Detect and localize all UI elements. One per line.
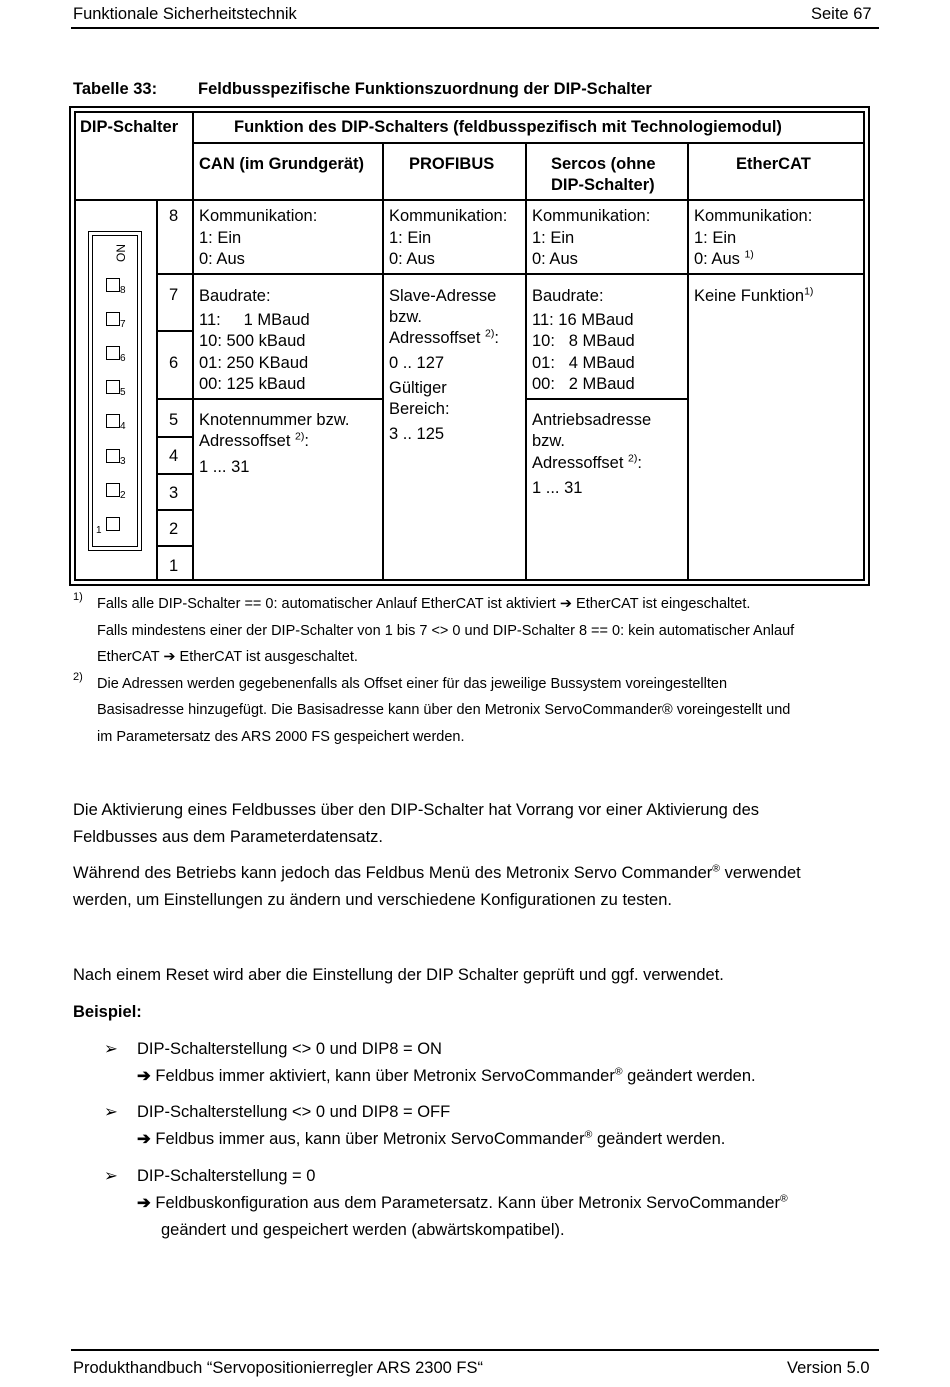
col-header-sercos: Sercos (ohne	[551, 155, 656, 173]
header-rule	[71, 27, 879, 29]
grid-line	[525, 398, 687, 400]
cell-text: 0: Aus	[199, 250, 245, 268]
list-item-sub	[137, 1190, 788, 1217]
switch-number-2: 2	[169, 520, 179, 538]
grid-line	[192, 112, 194, 202]
body-paragraph: Feldbusses aus dem Parameterdatensatz.	[73, 828, 383, 846]
list-item: DIP-Schalterstellung <> 0 und DIP8 = OFF	[137, 1103, 451, 1121]
list-item: DIP-Schalterstellung = 0	[137, 1167, 316, 1185]
list-item: DIP-Schalterstellung <> 0 und DIP8 = ON	[137, 1040, 442, 1058]
switch-number-6: 6	[169, 354, 179, 372]
col-header-sercos-line2: DIP-Schalter)	[551, 176, 655, 194]
switch-number-5: 5	[169, 411, 179, 429]
footer-title: Produkthandbuch “Servopositionierregler ARS 2300 FS“	[73, 1359, 483, 1377]
footnote-ref: 2)	[628, 452, 638, 465]
cell-text: Kommunikation:	[532, 207, 651, 225]
grid-line	[192, 199, 194, 580]
dip-switch-7	[106, 312, 120, 326]
grid-line	[156, 509, 192, 511]
grid-line	[156, 545, 192, 547]
footnote-text: EtherCAT ➔ EtherCAT ist ausgeschaltet.	[97, 649, 358, 665]
switch-number-4: 4	[169, 447, 179, 465]
arrow-icon: ➔	[137, 1194, 151, 1212]
cell-text: Adressoffset	[199, 432, 291, 450]
switch-number-7: 7	[169, 286, 179, 304]
cell-text: bzw.	[389, 308, 423, 326]
cell-text: Slave-Adresse	[389, 287, 497, 305]
cell-text: 00: 2 MBaud	[532, 375, 635, 393]
arrow-icon: ➔	[137, 1067, 151, 1085]
registered-mark: ®	[614, 1065, 623, 1078]
cell-text: Gültiger	[389, 379, 447, 397]
grid-line	[687, 142, 689, 580]
cell-text: 10: 500 kBaud	[199, 332, 306, 350]
dip-switch-5	[106, 380, 120, 394]
dip-num-label: 8	[120, 285, 126, 296]
cell-text: Kommunikation:	[694, 207, 813, 225]
footnote-text: Basisadresse hinzugefügt. Die Basisadresse kann über den Metronix ServoCommander® voreingestellt und	[97, 702, 791, 718]
footnote-ref: 1)	[744, 248, 754, 261]
grid-line	[382, 142, 384, 580]
cell-text: 10: 8 MBaud	[532, 332, 635, 350]
grid-line	[525, 142, 527, 580]
cell-text: Bereich:	[389, 400, 450, 418]
table-caption-text: Feldbusspezifische Funktionszuordnung der DIP-Schalter	[198, 80, 652, 98]
body-paragraph: werden, um Einstellungen zu ändern und verschiedene Konfigurationen zu testen.	[73, 891, 672, 909]
dip-num-label: 2	[120, 490, 126, 501]
cell-text	[532, 453, 642, 475]
cell-text	[694, 249, 754, 271]
cell-text: 01: 250 KBaud	[199, 354, 309, 372]
list-item-sub	[137, 1126, 725, 1153]
switch-number-1: 1	[169, 557, 179, 575]
cell-text: :	[304, 432, 309, 450]
col-header-can: CAN (im Grundgerät)	[199, 155, 364, 173]
dip-switch-8	[106, 278, 120, 292]
switch-number-8: 8	[169, 207, 179, 225]
arrow-icon: ➔	[137, 1130, 151, 1148]
grid-line	[156, 398, 382, 400]
bullet-icon: ➢	[104, 1103, 118, 1121]
dip-num-label: 7	[120, 319, 126, 330]
cell-text: 0 .. 127	[389, 354, 445, 372]
col-header-function: Funktion des DIP-Schalters (feldbusspezifisch mit Technologiemodul)	[234, 118, 782, 136]
switch-number-3: 3	[169, 484, 179, 502]
dip-num-label: 4	[120, 421, 126, 432]
cell-text: 11: 16 MBaud	[532, 311, 634, 329]
cell-text: 00: 125 kBaud	[199, 375, 306, 393]
cell-text: 1: Ein	[389, 229, 432, 247]
cell-text: 1 ... 31	[199, 458, 250, 476]
footnote-ref: 2)	[295, 430, 305, 443]
cell-text: 3 .. 125	[389, 425, 445, 443]
footer-version: Version 5.0	[787, 1359, 870, 1377]
page-header-title: Funktionale Sicherheitstechnik	[73, 5, 297, 23]
grid-line	[156, 473, 192, 475]
grid-line	[156, 436, 192, 438]
cell-text: 1 ... 31	[532, 479, 583, 497]
body-paragraph	[73, 860, 801, 887]
cell-text: Baudrate:	[532, 287, 604, 305]
dip-switch-4	[106, 414, 120, 428]
cell-text: Kommunikation:	[199, 207, 318, 225]
example-heading: Beispiel:	[73, 1003, 142, 1021]
body-text: Feldbuskonfiguration aus dem Parametersatz. Kann über Metronix ServoCommander	[155, 1194, 780, 1212]
dip-switch-1	[106, 517, 120, 531]
footnote-ref: 1)	[804, 285, 814, 298]
page-number: Seite 67	[811, 5, 872, 23]
cell-text: Adressoffset	[532, 454, 624, 472]
list-item-sub	[137, 1063, 756, 1090]
cell-text: 11: 1 MBaud	[199, 311, 310, 329]
dip-switch-2	[106, 483, 120, 497]
body-text: verwendet	[720, 864, 801, 882]
cell-text: :	[494, 329, 499, 347]
footnote-text: Die Adressen werden gegebenenfalls als Offset einer für das jeweilige Bussystem voreingestellten	[97, 676, 728, 692]
cell-text: Knotennummer bzw.	[199, 411, 350, 429]
footnote-marker: 2)	[73, 671, 83, 683]
col-header-ethercat: EtherCAT	[736, 155, 811, 173]
dip-num-label: 6	[120, 353, 126, 364]
dip-num-label: 5	[120, 387, 126, 398]
cell-text: Antriebsadresse	[532, 411, 652, 429]
cell-text: Kommunikation:	[389, 207, 508, 225]
col-header-dip: DIP-Schalter	[80, 118, 179, 136]
body-text: Feldbus immer aus, kann über Metronix ServoCommander	[155, 1130, 585, 1148]
cell-text: Baudrate:	[199, 287, 271, 305]
cell-text: :	[637, 454, 642, 472]
bullet-icon: ➢	[104, 1167, 118, 1185]
dip-switch-3	[106, 449, 120, 463]
cell-text	[199, 431, 309, 453]
cell-text: 1: Ein	[199, 229, 242, 247]
body-text: Feldbus immer aktiviert, kann über Metronix ServoCommander	[155, 1067, 615, 1085]
cell-text	[694, 286, 813, 308]
list-item-sub: geändert und gespeichert werden (abwärtskompatibel).	[161, 1221, 565, 1239]
cell-text: Adressoffset	[389, 329, 481, 347]
grid-line	[156, 199, 158, 580]
footnote-marker: 1)	[73, 591, 83, 603]
registered-mark: ®	[712, 862, 720, 875]
cell-text: Keine Funktion	[694, 287, 805, 305]
footnote-text: im Parametersatz des ARS 2000 FS gespeichert werden.	[97, 729, 465, 745]
registered-mark: ®	[779, 1192, 788, 1205]
cell-text: 0: Aus	[389, 250, 435, 268]
cell-text: 1: Ein	[532, 229, 575, 247]
body-paragraph: Nach einem Reset wird aber die Einstellung der DIP Schalter geprüft und ggf. verwendet.	[73, 966, 724, 984]
cell-text: 01: 4 MBaud	[532, 354, 635, 372]
body-text: geändert werden.	[622, 1067, 756, 1085]
dip-switch-6	[106, 346, 120, 360]
grid-line	[156, 330, 192, 332]
footnote-text: Falls mindestens einer der DIP-Schalter von 1 bis 7 <> 0 und DIP-Schalter 8 == 0: kein automatischer Anlauf	[97, 623, 795, 639]
cell-text: 1: Ein	[694, 229, 737, 247]
body-text: geändert werden.	[592, 1130, 726, 1148]
body-text: Während des Betriebs kann jedoch das Feldbus Menü des Metronix Servo Commander	[73, 864, 713, 882]
cell-text: 0: Aus	[694, 250, 740, 268]
grid-line	[192, 142, 864, 144]
footnote-text: Falls alle DIP-Schalter == 0: automatischer Anlauf EtherCAT ist aktiviert ➔ EtherCAT ist eingeschaltet.	[97, 596, 751, 612]
cell-text	[389, 328, 499, 350]
grid-line	[156, 273, 864, 275]
col-header-profibus: PROFIBUS	[409, 155, 495, 173]
dip-num-label: 1	[96, 525, 102, 536]
cell-text: 0: Aus	[532, 250, 578, 268]
bullet-icon: ➢	[104, 1040, 118, 1058]
cell-text: bzw.	[532, 432, 566, 450]
table-caption-label: Tabelle 33:	[73, 80, 158, 98]
body-paragraph: Die Aktivierung eines Feldbusses über den DIP-Schalter hat Vorrang vor einer Aktivierung des	[73, 801, 760, 819]
footnote-ref: 2)	[485, 327, 495, 340]
dip-num-label: 3	[120, 456, 126, 467]
footer-rule	[71, 1349, 879, 1351]
registered-mark: ®	[584, 1128, 593, 1141]
